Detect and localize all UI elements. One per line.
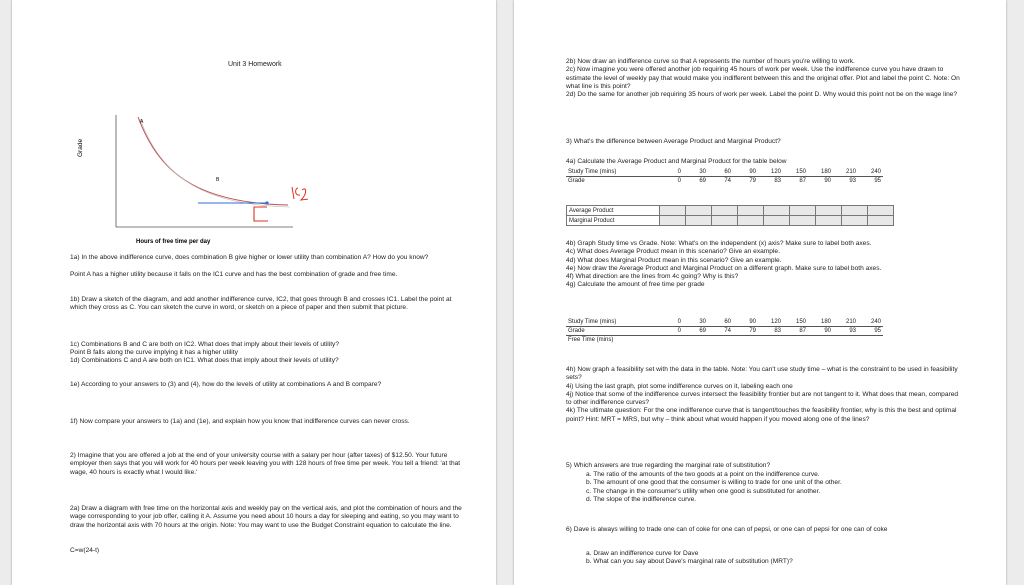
graph-y-axis-label: Grade xyxy=(77,138,84,157)
answer-cell[interactable] xyxy=(686,216,712,226)
answer-cell[interactable] xyxy=(842,216,868,226)
table-cell: 210 xyxy=(833,168,858,177)
point-b-label: B xyxy=(216,177,220,183)
table-cell: 90 xyxy=(808,327,833,336)
table2-row1-label: Study Time (mins) xyxy=(566,318,658,327)
answer-cell[interactable] xyxy=(764,216,790,226)
answer-cell[interactable] xyxy=(660,206,686,216)
q1a-answer: Point A has a higher utility because it falls on the IC1 curve and has the best combination of grade and free time. xyxy=(70,271,398,278)
handwritten-c xyxy=(254,207,268,221)
table-cell: 90 xyxy=(733,318,758,327)
handwritten-ic2-label xyxy=(292,187,308,200)
study-table-2 xyxy=(566,318,883,344)
table-cell: 0 xyxy=(677,178,681,184)
table-cell: 150 xyxy=(783,318,808,327)
table-cell: 180 xyxy=(808,168,833,177)
answer-cell[interactable] xyxy=(816,206,842,216)
table-cell: 93 xyxy=(833,327,858,336)
table1-row1-label: Study Time (mins) xyxy=(566,168,658,177)
table-cell: 180 xyxy=(808,318,833,327)
table-cell: 0 xyxy=(658,327,683,336)
free-time-cell[interactable] xyxy=(833,336,858,345)
q1d-text: 1d) Combinations C and A are both on IC1. What does that imply about their levels of utility? xyxy=(70,357,339,364)
q5-option-c: c. The change in the consumer's utility when one good is substituted for another. xyxy=(586,487,821,495)
q2-text: 2) Imagine that you are offered a job at the end of your university course with a salary per hour (after taxes) of $12.50. Your future employer then says that you will work for 40 hours per week leaving you with 128 hours of free time per week. You tell a friend: 'at that wage, 40 hours is exactly what I would like.' xyxy=(70,452,462,476)
answer-cell[interactable] xyxy=(712,206,738,216)
table-cell: 60 xyxy=(708,168,733,177)
table-cell: 74 xyxy=(724,178,731,184)
ic1-curve xyxy=(138,117,288,205)
answer-cell[interactable] xyxy=(790,216,816,226)
page-1 xyxy=(12,0,496,585)
q1c-text: 1c) Combinations B and C are both on IC2. What does that imply about their levels of utility? xyxy=(70,341,340,348)
table-cell: 60 xyxy=(708,318,733,327)
product-answer-table xyxy=(566,205,894,226)
table-cell: 87 xyxy=(799,178,806,184)
table-cell: 90 xyxy=(733,168,758,177)
point-c-marker xyxy=(265,201,268,204)
answer-cell[interactable] xyxy=(868,216,894,226)
answer-cell[interactable] xyxy=(738,216,764,226)
table-cell: 150 xyxy=(783,168,808,177)
free-time-cell[interactable] xyxy=(783,336,808,345)
table-cell: 0 xyxy=(658,318,683,327)
q5-option-b: b. The amount of one good that the consumer is willing to trade for one unit of the other. xyxy=(586,479,842,487)
table-cell: 83 xyxy=(774,178,781,184)
free-time-cell[interactable] xyxy=(808,336,833,345)
q3-text: 3) What's the difference between Average Product and Marginal Product? xyxy=(566,138,781,145)
answer-cell[interactable] xyxy=(868,206,894,216)
table-cell: 83 xyxy=(758,327,783,336)
table-cell: 210 xyxy=(833,318,858,327)
indifference-curve-graph xyxy=(68,95,308,245)
table-cell: 30 xyxy=(683,318,708,327)
table-cell: 120 xyxy=(758,318,783,327)
q4b-to-4g-text: 4b) Graph Study time vs Grade. Note: What's on the independent (x) axis? Make sure to label both axes. 4c) What does Average Product mean in this scenario? Give an example. 4d) What does Marginal Product mean in this scenario? Give an example. 4e) Now draw the Average Product and Marginal Product on a different graph. Make sure to label both axes. 4f) What direction are the lines from 4c going? Why is this? 4g) Calculate the amount of free time per grade xyxy=(566,240,882,289)
marg-product-label: Marginal Product xyxy=(567,216,660,226)
table2-row2-label: Grade xyxy=(566,327,658,336)
q5-option-d: d. The slope of the indifference curve. xyxy=(586,495,697,503)
q5-option-a: a. The ratio of the amounts of the two goods at a point on the indifference curve. xyxy=(586,471,820,478)
table-cell: 93 xyxy=(849,178,856,184)
q1f-text: 1f) Now compare your answers to (1a) and (1e), and explain how you know that indifference curves can never cross. xyxy=(70,418,410,425)
table1-row2-label: Grade xyxy=(568,178,585,184)
answer-cell[interactable] xyxy=(660,216,686,226)
table-cell: 120 xyxy=(758,168,783,177)
point-a-label: A xyxy=(140,119,144,125)
table-cell: 87 xyxy=(783,327,808,336)
table-cell: 30 xyxy=(683,168,708,177)
q2bcd-text: 2b) Now draw an indifference curve so that A represents the number of hours you're willing to work. 2c) Now imagine you were offered another job requiring 45 hours of work per week. Use the indifference curve you have drawn to estimate the level of weekly pay that would make you indifferent between this and the original offer. Plot and label the point C. Note: On what line is this point? 2d) Do the same for another job requiring 35 hours of work per week. Label the point D. Why would this point not be on the wage line? xyxy=(566,58,960,99)
answer-cell[interactable] xyxy=(842,206,868,216)
q1e-text: 1e) According to your answers to (3) and (4), how do the levels of utility at combinations A and B compare? xyxy=(70,381,382,388)
table-cell: 69 xyxy=(683,327,708,336)
q2a-formula: C=w(24-t) xyxy=(70,547,100,554)
q1a-text: 1a) In the above indifference curve, does combination B give higher or lower utility than combination A? How do you know? xyxy=(70,254,429,261)
table-cell: 74 xyxy=(708,327,733,336)
q1c-answer: Point B falls along the curve implying it has a higher utility xyxy=(70,349,238,356)
answer-cell[interactable] xyxy=(712,216,738,226)
answer-cell[interactable] xyxy=(816,216,842,226)
q6-text: 6) Dave is always willing to trade one can of coke for one can of pepsi, or one can of pepsi for one can of coke xyxy=(566,526,888,533)
table-cell: 79 xyxy=(733,327,758,336)
free-time-cell[interactable] xyxy=(758,336,783,345)
free-time-cell[interactable] xyxy=(858,336,883,345)
free-time-label: Free Time (mins) xyxy=(568,337,614,343)
q6-option-b: b. What can you say about Dave's marginal rate of substitution (MRT)? xyxy=(586,558,793,566)
study-table-1 xyxy=(566,168,883,185)
table-cell: 240 xyxy=(858,318,883,327)
page-title: Unit 3 Homework xyxy=(228,61,282,68)
q5-options xyxy=(586,471,956,504)
q1b-text: 1b) Draw a sketch of the diagram, and add another indifference curve, IC2, that goes through B and crosses IC1. Label the point at which they cross as C. You can sketch the curve in word, or sketch on a piece of paper and then submit that picture. xyxy=(70,296,454,312)
answer-cell[interactable] xyxy=(764,206,790,216)
table-cell: 79 xyxy=(749,178,756,184)
q4a-text: 4a) Calculate the Average Product and Marginal Product for the table below xyxy=(566,158,787,165)
table-cell: 0 xyxy=(658,168,683,177)
graph-x-axis-label: Hours of free time per day xyxy=(136,239,211,245)
answer-cell[interactable] xyxy=(790,206,816,216)
table-cell: 95 xyxy=(858,327,883,336)
table-cell: 90 xyxy=(824,178,831,184)
table-cell: 240 xyxy=(858,168,883,177)
avg-product-label: Average Product xyxy=(567,206,660,216)
free-time-cell[interactable] xyxy=(733,336,758,345)
q6-option-a: a. Draw an indifference curve for Dave xyxy=(586,550,699,557)
answer-cell[interactable] xyxy=(686,206,712,216)
free-time-cell[interactable] xyxy=(708,336,733,345)
free-time-cell[interactable] xyxy=(683,336,708,345)
table-cell: 95 xyxy=(874,178,881,184)
q5-text: 5) Which answers are true regarding the marginal rate of substitution? xyxy=(566,462,771,469)
free-time-cell[interactable] xyxy=(658,336,683,345)
answer-cell[interactable] xyxy=(738,206,764,216)
q2a-text: 2a) Draw a diagram with free time on the horizontal axis and weekly pay on the vertical axis, and plot the combination of hours and the wage corresponding to your job offer, calling it A. Assume you need about 10 hours a day for sleeping and eating, so you may want to draw the horizontal axis with 70 hours at the origin. Note: You may want to use the Budget Constraint equation to calculate the line. xyxy=(70,505,464,529)
q4h-to-4k-text: 4h) Now graph a feasibility set with the data in the table. Note: You can't use study time – what is the constraint to be used in feasibility sets? 4i) Using the last graph, plot some indifference curves on it, labeling each one 4j) Notice that some of the indifference curves intersect the feasibility frontier but are not tangent to it. What does that mean, compared to other indifference curves? 4k) The ultimate question: For the one indifference curve that is tangent/touches the feasibility frontier, why is this the best and optimal point? Hint: MRT = MRS, but why – think about what would happen if you moved along one of the lines? xyxy=(566,366,959,423)
table-cell: 69 xyxy=(699,178,706,184)
page-2 xyxy=(514,0,1006,585)
q6-options xyxy=(586,550,956,567)
